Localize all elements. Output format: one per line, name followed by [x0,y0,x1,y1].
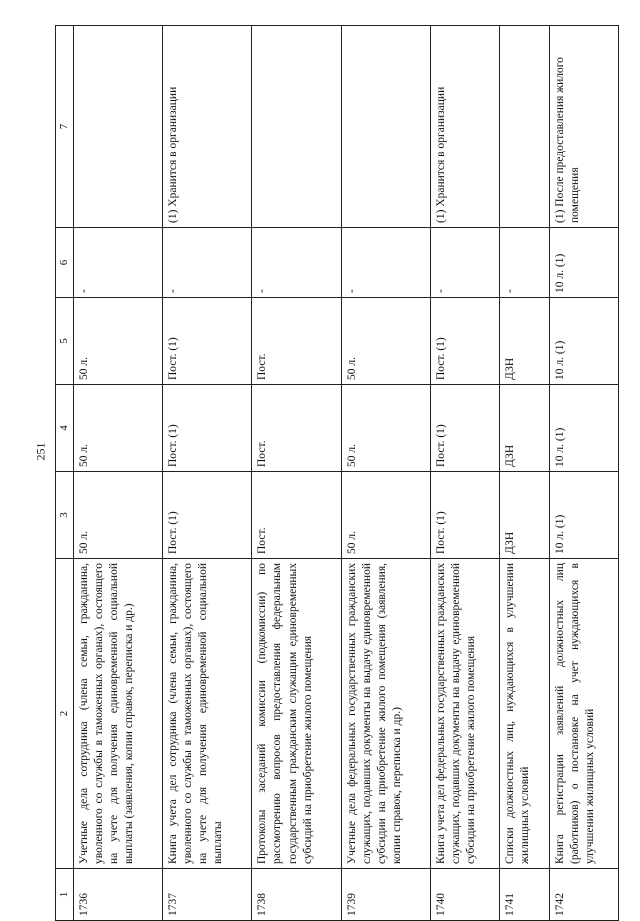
page-number: 251 [33,442,48,461]
cell-note: (1) Хранится в организации [430,26,499,228]
cell-col6: - [430,228,499,298]
row-description: Книга регистрации заявлений должностных лиц (работников) о постановке на учет нуждающихся в улучшении жилищных условий [549,559,618,869]
table-row [341,26,430,921]
cell-note [500,26,549,228]
cell-col5: 50 л. [73,298,162,385]
row-description: Списки должностных лиц, нуждающихся в улучшении жилищных условий [500,559,549,869]
table-row [430,26,499,921]
col-header-5: 5 [56,298,74,385]
col-header-2: 2 [56,559,74,869]
table-row [252,26,341,921]
row-number: 1742 [549,869,618,921]
col-header-7: 7 [56,26,74,228]
table-row [549,26,618,921]
cell-col5: 10 л. (1) [549,298,618,385]
cell-col4: 50 л. [73,385,162,472]
cell-col6: - [252,228,341,298]
table-row [162,26,251,921]
row-number: 1736 [73,869,162,921]
col-header-6: 6 [56,228,74,298]
cell-col6: - [162,228,251,298]
cell-col3: Пост. [252,472,341,559]
cell-col3: 10 л. (1) [549,472,618,559]
cell-col5: 50 л. [341,298,430,385]
row-description: Учетные дела сотрудника (члена семьи, гражданина, уволенного со службы в таможенных органах), состоящего на учете для получения единовременной социальной выплаты (заявления, копии справок, переписка и др.) [73,559,162,869]
row-number: 1737 [162,869,251,921]
cell-col4: 10 л. (1) [549,385,618,472]
cell-col4: ДЗН [500,385,549,472]
row-description: Протоколы заседаний комиссии (подкомиссии) по рассмотрению вопросов предоставления федеральным государственным гражданским служащим единовременных субсидий на приобретение жилого помещения [252,559,341,869]
records-table [55,25,619,921]
col-header-4: 4 [56,385,74,472]
cell-col3: ДЗН [500,472,549,559]
cell-col4: Пост. (1) [430,385,499,472]
cell-col3: Пост. (1) [430,472,499,559]
cell-col6: - [500,228,549,298]
cell-col5: ДЗН [500,298,549,385]
row-description: Учетные дела федеральных государственных гражданских служащих, подавших документы на выдачу единовременной субсидии на приобретение жилого помещения (заявления, копии справок, переписка и др.) [341,559,430,869]
row-number: 1739 [341,869,430,921]
cell-col5: Пост. (1) [162,298,251,385]
col-header-1: 1 [56,869,74,921]
cell-note [73,26,162,228]
cell-note [341,26,430,228]
table-row [73,26,162,921]
cell-col3: Пост. (1) [162,472,251,559]
cell-col3: 50 л. [73,472,162,559]
table-row [500,26,549,921]
records-table-frame [55,26,619,921]
cell-col4: Пост. (1) [162,385,251,472]
row-number: 1741 [500,869,549,921]
cell-col4: 50 л. [341,385,430,472]
cell-note: (1) После предоставления жилого помещения [549,26,618,228]
cell-col6: 10 л. (1) [549,228,618,298]
cell-col6: - [73,228,162,298]
cell-col5: Пост. [252,298,341,385]
cell-note: (1) Хранится в организации [162,26,251,228]
row-number: 1740 [430,869,499,921]
cell-col5: Пост. (1) [430,298,499,385]
cell-note [252,26,341,228]
row-number: 1738 [252,869,341,921]
cell-col3: 50 л. [341,472,430,559]
cell-col6: - [341,228,430,298]
col-header-3: 3 [56,472,74,559]
cell-col4: Пост. [252,385,341,472]
row-description: Книга учета дел федеральных государственных гражданских служащих, подавших документы на выдачу единовременной субсидии на приобретение жилого помещения [430,559,499,869]
header-row [56,26,74,921]
row-description: Книга учета дел сотрудника (члена семьи, гражданина, уволенного со службы в таможенных органах), состоящего на учете для получения единовременной социальной выплаты [162,559,251,869]
